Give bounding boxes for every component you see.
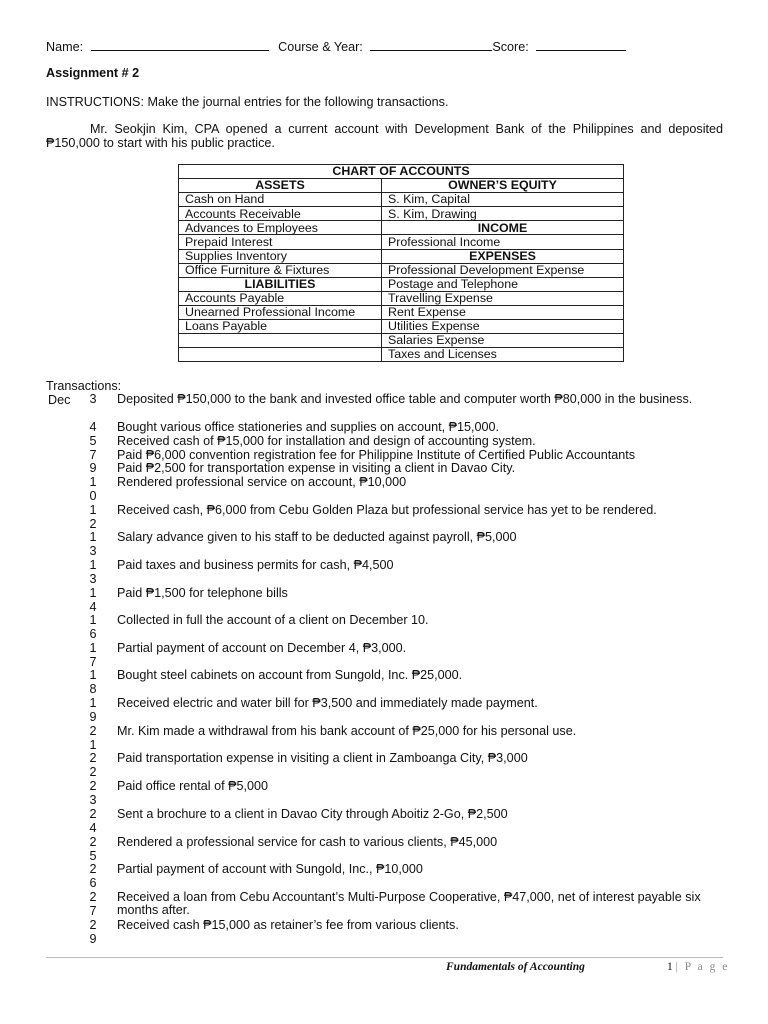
transaction-description: Bought various office stationeries and supplies on account, ₱15,000.: [117, 420, 500, 434]
transaction-day: [86, 808, 100, 835]
coa-row: [179, 221, 624, 235]
coa-row: [179, 263, 624, 277]
coa-row: [179, 320, 624, 334]
intro-paragraph: Mr. Seokjin Kim, CPA opened a current account with Development Bank of the Philippines and deposited ₱150,000 to start with his public practice.: [46, 122, 723, 150]
transaction-day: [86, 462, 100, 476]
transaction-day: [86, 531, 100, 558]
coa-right-cell: Utilities Expense: [382, 320, 624, 334]
transaction-description: Rendered professional service on account, ₱10,000: [117, 475, 407, 489]
transaction-day: [86, 725, 100, 752]
coa-left-cell: Advances to Employees: [179, 221, 382, 235]
coa-right-cell: Professional Income: [382, 235, 624, 249]
transaction-day-digit: 2: [89, 918, 97, 932]
coa-left-cell: LIABILITIES: [179, 277, 382, 291]
coa-right-cell: Taxes and Licenses: [382, 348, 624, 362]
coa-right-cell: Salaries Expense: [382, 334, 624, 348]
transaction-day-digit: 5: [89, 848, 97, 863]
transaction-day-digit: 3: [89, 543, 97, 558]
transaction-day-digit: 9: [89, 931, 97, 946]
transaction-day: [86, 435, 100, 449]
transaction-description: Received cash ₱15,000 as retainer’s fee from various clients.: [117, 918, 459, 932]
transaction-day: [86, 559, 100, 586]
transaction-day-digit: 2: [89, 807, 97, 821]
transaction-day-digit: 6: [89, 626, 97, 641]
coa-right-cell: EXPENSES: [382, 249, 624, 263]
transaction-day-digit: 1: [89, 737, 97, 752]
transaction-day: [86, 780, 100, 807]
transaction-day: [86, 919, 100, 946]
coa-left-cell: Cash on Hand: [179, 193, 382, 207]
transaction-day-digit: 3: [89, 392, 97, 406]
transaction-day-digit: 0: [89, 488, 97, 503]
transaction-description: Paid ₱6,000 convention registration fee for Philippine Institute of Certified Public Accountants: [117, 448, 636, 462]
footer-course: Fundamentals of Accounting: [446, 961, 585, 973]
transaction-day-digit: 1: [89, 668, 97, 682]
coa-left-cell: [179, 348, 382, 362]
coa-row: [179, 235, 624, 249]
footer-page: [667, 961, 729, 973]
transaction-day-digit: 1: [89, 503, 97, 517]
coa-row: [179, 249, 624, 263]
chart-of-accounts-table: [178, 164, 624, 362]
instructions: INSTRUCTIONS: Make the journal entries for the following transactions.: [46, 95, 449, 109]
transaction-day-digit: 2: [89, 862, 97, 876]
transaction-day: [86, 863, 100, 890]
transaction-day-digit: 4: [89, 599, 97, 614]
transaction-description: Paid office rental of ₱5,000: [117, 779, 268, 793]
coa-row: [179, 179, 624, 193]
transaction-description: Sent a brochure to a client in Davao City through Aboitiz 2-Go, ₱2,500: [117, 807, 508, 821]
transaction-day-digit: 6: [89, 875, 97, 890]
transaction-day: [86, 587, 100, 614]
transaction-day-digit: 2: [89, 779, 97, 793]
transaction-day-digit: 1: [89, 641, 97, 655]
transaction-day: [86, 421, 100, 435]
page-label: | P a g e: [675, 961, 730, 973]
transaction-day: [86, 476, 100, 503]
coa-row: [179, 277, 624, 291]
course-label: Course & Year:: [278, 40, 363, 54]
transaction-day: [86, 504, 100, 531]
coa-title-row: [179, 165, 624, 179]
transaction-day: [86, 836, 100, 863]
transaction-day: [86, 891, 100, 918]
transaction-description: Mr. Kim made a withdrawal from his bank account of ₱25,000 for his personal use.: [117, 724, 577, 738]
coa-row: [179, 193, 624, 207]
name-label: Name:: [46, 40, 84, 54]
coa-row: [179, 207, 624, 221]
coa-left-cell: Unearned Professional Income: [179, 305, 382, 319]
transaction-description: Received cash, ₱6,000 from Cebu Golden Plaza but professional service has yet to be rendered.: [117, 503, 657, 517]
transaction-day-digit: 2: [89, 724, 97, 738]
transaction-day-digit: 2: [89, 835, 97, 849]
transaction-day-digit: 9: [89, 461, 97, 475]
coa-right-cell: S. Kim, Capital: [382, 193, 624, 207]
transaction-description: Salary advance given to his staff to be deducted against payroll, ₱5,000: [117, 530, 517, 544]
student-info-line: [46, 38, 726, 54]
transaction-day-digit: 2: [89, 890, 97, 904]
coa-left-cell: ASSETS: [179, 179, 382, 193]
coa-left-cell: [179, 334, 382, 348]
transaction-description: Rendered a professional service for cash to various clients, ₱45,000: [117, 835, 498, 849]
footer-divider: [46, 957, 723, 958]
transaction-day-digit: 7: [89, 448, 97, 462]
transaction-day: [86, 614, 100, 641]
transaction-description: Received a loan from Cebu Accountant’s Multi-Purpose Cooperative, ₱47,000, net of interest payable six months after.: [117, 890, 701, 917]
coa-right-cell: Postage and Telephone: [382, 277, 624, 291]
transaction-day-digit: 1: [89, 530, 97, 544]
transaction-day-digit: 1: [89, 696, 97, 710]
transaction-day-digit: 3: [89, 571, 97, 586]
transaction-day-digit: 1: [89, 558, 97, 572]
transaction-day-digit: 3: [89, 792, 97, 807]
transaction-day-digit: 4: [89, 420, 97, 434]
transaction-description: Paid ₱2,500 for transportation expense in visiting a client in Davao City.: [117, 461, 516, 475]
page-number: 1: [667, 961, 673, 973]
transaction-month: Dec: [48, 393, 71, 407]
transaction-description: Paid ₱1,500 for telephone bills: [117, 586, 288, 600]
transaction-day: [86, 697, 100, 724]
transaction-description: Partial payment of account with Sungold, Inc., ₱10,000: [117, 862, 423, 876]
coa-right-cell: OWNER’S EQUITY: [382, 179, 624, 193]
transaction-day-digit: 2: [89, 764, 97, 779]
transaction-day-digit: 2: [89, 516, 97, 531]
transaction-day-digit: 7: [89, 654, 97, 669]
coa-row: [179, 291, 624, 305]
transaction-day-digit: 7: [89, 903, 97, 918]
transaction-description: Received electric and water bill for ₱3,500 and immediately made payment.: [117, 696, 538, 710]
transaction-description: Received cash of ₱15,000 for installation and design of accounting system.: [117, 434, 536, 448]
transaction-description: Bought steel cabinets on account from Sungold, Inc. ₱25,000.: [117, 668, 463, 682]
coa-title: CHART OF ACCOUNTS: [179, 165, 624, 179]
transaction-day: [86, 642, 100, 669]
transaction-day: [86, 669, 100, 696]
coa-left-cell: Supplies Inventory: [179, 249, 382, 263]
score-field[interactable]: [536, 38, 626, 51]
transaction-description: Collected in full the account of a client on December 10.: [117, 613, 429, 627]
coa-right-cell: Professional Development Expense: [382, 263, 624, 277]
transaction-description: Paid transportation expense in visiting a client in Zamboanga City, ₱3,000: [117, 751, 528, 765]
coa-right-cell: S. Kim, Drawing: [382, 207, 624, 221]
transaction-day: [86, 393, 100, 407]
coa-left-cell: Prepaid Interest: [179, 235, 382, 249]
coa-left-cell: Accounts Receivable: [179, 207, 382, 221]
coa-left-cell: Office Furniture & Fixtures: [179, 263, 382, 277]
coa-row: [179, 305, 624, 319]
coa-right-cell: Travelling Expense: [382, 291, 624, 305]
transactions-label: Transactions:: [46, 379, 122, 393]
transaction-day-digit: 1: [89, 613, 97, 627]
coa-row: [179, 348, 624, 362]
coa-right-cell: INCOME: [382, 221, 624, 235]
transaction-day-digit: 4: [89, 820, 97, 835]
transaction-day-digit: 8: [89, 681, 97, 696]
transaction-description: Partial payment of account on December 4, ₱3,000.: [117, 641, 407, 655]
transaction-day: [86, 752, 100, 779]
course-field[interactable]: [370, 38, 492, 51]
transaction-day-digit: 2: [89, 751, 97, 765]
transaction-description: Deposited ₱150,000 to the bank and invested office table and computer worth ₱80,000 in the business.: [117, 392, 693, 406]
score-label: Score:: [492, 40, 529, 54]
transaction-day-digit: 1: [89, 475, 97, 489]
assignment-title: Assignment # 2: [46, 66, 140, 80]
coa-left-cell: Accounts Payable: [179, 291, 382, 305]
name-field[interactable]: [91, 38, 269, 51]
coa-left-cell: Loans Payable: [179, 320, 382, 334]
transaction-day-digit: 5: [89, 434, 97, 448]
coa-right-cell: Rent Expense: [382, 305, 624, 319]
transaction-day-digit: 1: [89, 586, 97, 600]
coa-row: [179, 334, 624, 348]
transaction-description: Paid taxes and business permits for cash, ₱4,500: [117, 558, 394, 572]
transaction-day-digit: 9: [89, 709, 97, 724]
